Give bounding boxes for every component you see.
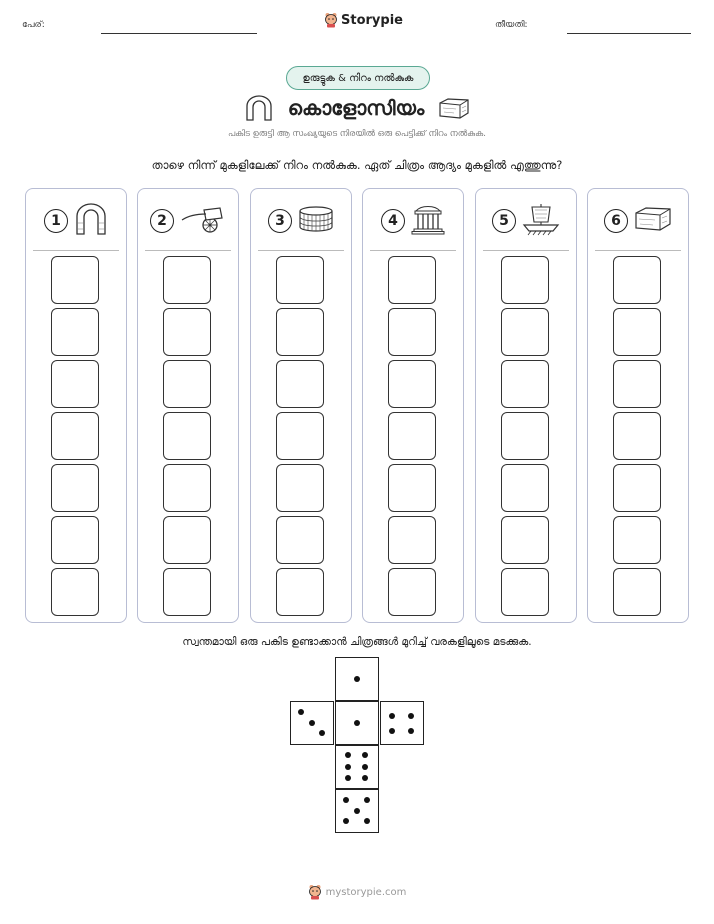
color-box[interactable] bbox=[388, 568, 436, 616]
color-box[interactable] bbox=[51, 308, 99, 356]
title-row bbox=[0, 92, 714, 124]
color-box[interactable] bbox=[501, 568, 549, 616]
color-box[interactable] bbox=[501, 516, 549, 564]
die-face bbox=[335, 701, 379, 745]
arch-icon bbox=[244, 95, 274, 121]
color-box[interactable] bbox=[276, 568, 324, 616]
color-box[interactable] bbox=[276, 516, 324, 564]
color-box[interactable] bbox=[163, 412, 211, 460]
color-box[interactable] bbox=[276, 256, 324, 304]
column-divider bbox=[145, 250, 231, 251]
column-1 bbox=[25, 188, 127, 623]
die-pip bbox=[354, 676, 360, 682]
color-box[interactable] bbox=[163, 516, 211, 564]
chariot-icon bbox=[180, 204, 226, 238]
stone-block-icon bbox=[634, 206, 672, 236]
color-box[interactable] bbox=[613, 360, 661, 408]
brand-name: Storypie bbox=[341, 12, 403, 28]
die-pip bbox=[408, 728, 414, 734]
die-pip bbox=[309, 720, 315, 726]
galley-ship-icon bbox=[522, 202, 560, 240]
die-pip bbox=[389, 728, 395, 734]
color-box[interactable] bbox=[613, 256, 661, 304]
column-header bbox=[363, 203, 463, 239]
instruction: താഴെ നിന്ന് മുകളിലേക്ക് നിറം നൽകുക. ഏത് ചിത്രം ആദ്യം മുകളിൽ എത്തുന്നു? bbox=[151, 158, 563, 172]
die-face bbox=[335, 789, 379, 833]
die-pip bbox=[354, 720, 360, 726]
color-box[interactable] bbox=[276, 412, 324, 460]
color-box[interactable] bbox=[51, 568, 99, 616]
color-box[interactable] bbox=[501, 360, 549, 408]
footer-url: mystorypie.com bbox=[325, 886, 407, 898]
column-header bbox=[251, 203, 351, 239]
color-box[interactable] bbox=[51, 256, 99, 304]
color-box[interactable] bbox=[163, 256, 211, 304]
color-box[interactable] bbox=[613, 412, 661, 460]
page-title: കൊളോസിയം bbox=[287, 96, 425, 120]
column-4 bbox=[362, 188, 464, 623]
color-box[interactable] bbox=[388, 464, 436, 512]
color-box[interactable] bbox=[276, 360, 324, 408]
stone-block-icon bbox=[438, 97, 470, 119]
activity-tag-label: ഉരുട്ടുക & നിറം നൽകുക bbox=[302, 72, 414, 84]
die-face bbox=[335, 745, 379, 789]
colosseum-icon bbox=[298, 205, 334, 237]
column-divider bbox=[595, 250, 681, 251]
color-box[interactable] bbox=[51, 412, 99, 460]
color-box[interactable] bbox=[501, 412, 549, 460]
column-header bbox=[26, 203, 126, 239]
color-box[interactable] bbox=[501, 464, 549, 512]
die-pip bbox=[345, 775, 351, 781]
column-divider bbox=[258, 250, 344, 251]
column-header bbox=[476, 203, 576, 239]
color-box[interactable] bbox=[613, 308, 661, 356]
color-box[interactable] bbox=[163, 464, 211, 512]
color-box[interactable] bbox=[276, 464, 324, 512]
die-face bbox=[380, 701, 424, 745]
die-pip bbox=[343, 818, 349, 824]
net-instruction: സ്വന്തമായി ഒരു പകിട ഉണ്ടാക്കാൻ ചിത്രങ്ങൾ മുറിച്ച് വരകളിലൂടെ മടക്കുക. bbox=[182, 636, 532, 648]
color-box[interactable] bbox=[276, 308, 324, 356]
footer bbox=[0, 884, 714, 900]
die-pip bbox=[364, 818, 370, 824]
die-pip bbox=[362, 764, 368, 770]
color-box[interactable] bbox=[51, 516, 99, 564]
color-box[interactable] bbox=[501, 308, 549, 356]
color-box[interactable] bbox=[388, 360, 436, 408]
color-box[interactable] bbox=[163, 360, 211, 408]
color-box[interactable] bbox=[51, 464, 99, 512]
die-pip bbox=[389, 713, 395, 719]
die-pip bbox=[354, 808, 360, 814]
activity-tag bbox=[286, 66, 430, 90]
die-pip bbox=[362, 752, 368, 758]
subtitle: പകിട ഉരുട്ടി ആ സംഖ്യയുടെ നിരയിൽ ഒരു പെട്ടിക്ക് നിറം നൽകുക. bbox=[228, 129, 486, 139]
column-divider bbox=[370, 250, 456, 251]
die-pip bbox=[362, 775, 368, 781]
brand-logo bbox=[324, 12, 403, 28]
column-number: 4 bbox=[381, 209, 405, 233]
column-number: 5 bbox=[492, 209, 516, 233]
arch-icon bbox=[74, 203, 108, 239]
date-line[interactable] bbox=[567, 33, 691, 34]
column-3 bbox=[250, 188, 352, 623]
column-divider bbox=[483, 250, 569, 251]
column-5 bbox=[475, 188, 577, 623]
column-divider bbox=[33, 250, 119, 251]
die-pip bbox=[345, 764, 351, 770]
name-line[interactable] bbox=[101, 33, 257, 34]
color-box[interactable] bbox=[388, 308, 436, 356]
die-face bbox=[290, 701, 334, 745]
color-box[interactable] bbox=[501, 256, 549, 304]
column-number: 3 bbox=[268, 209, 292, 233]
column-header bbox=[138, 203, 238, 239]
color-box[interactable] bbox=[51, 360, 99, 408]
column-2 bbox=[137, 188, 239, 623]
date-label: തീയതി: bbox=[495, 20, 528, 30]
die-pip bbox=[319, 730, 325, 736]
color-box[interactable] bbox=[613, 516, 661, 564]
column-number: 6 bbox=[604, 209, 628, 233]
name-label: പേര്: bbox=[22, 20, 45, 30]
die-pip bbox=[364, 797, 370, 803]
die-pip bbox=[408, 713, 414, 719]
storypie-mascot-icon bbox=[308, 884, 322, 900]
column-number: 1 bbox=[44, 209, 68, 233]
die-pip bbox=[345, 752, 351, 758]
color-box[interactable] bbox=[613, 464, 661, 512]
die-pip bbox=[298, 709, 304, 715]
temple-icon bbox=[411, 203, 445, 239]
storypie-mascot-icon bbox=[324, 12, 338, 28]
column-number: 2 bbox=[150, 209, 174, 233]
die-pip bbox=[343, 797, 349, 803]
color-box[interactable] bbox=[163, 568, 211, 616]
color-box[interactable] bbox=[388, 256, 436, 304]
die-face bbox=[335, 657, 379, 701]
color-box[interactable] bbox=[163, 308, 211, 356]
color-box[interactable] bbox=[388, 412, 436, 460]
column-header bbox=[588, 203, 688, 239]
color-box[interactable] bbox=[388, 516, 436, 564]
color-box[interactable] bbox=[613, 568, 661, 616]
column-6 bbox=[587, 188, 689, 623]
